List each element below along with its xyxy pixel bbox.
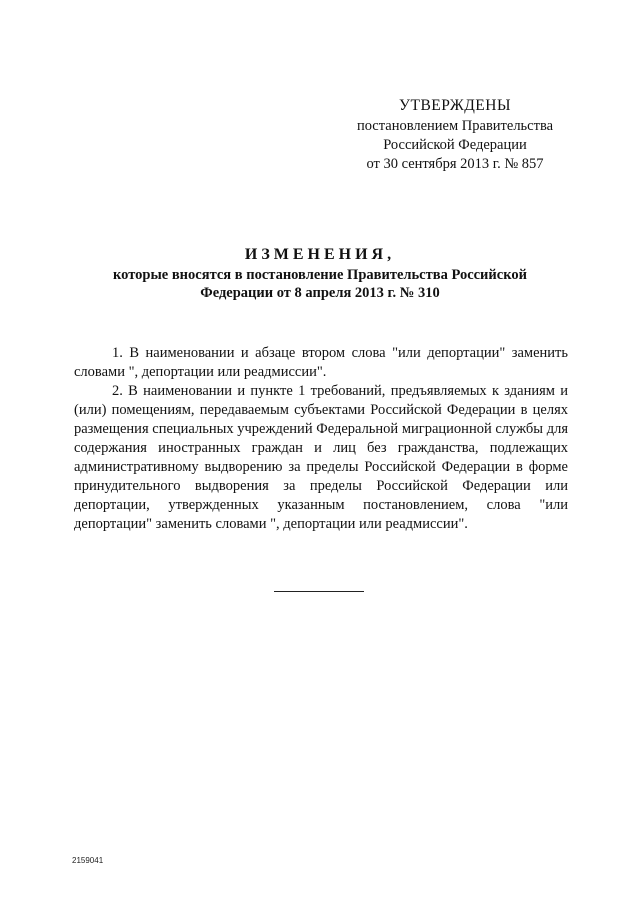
approval-line-3: от 30 сентября 2013 г. № 857: [366, 156, 544, 172]
paragraph-2: 2. В наименовании и пункте 1 требований, предъявляемых к зданиям и (или) помещениям, передаваемым субъектами Российской Федерации в целях размещения специальных учреждений Федеральной миграционной службы для содержания иностранных граждан и лиц без гражданства, подлежащих административному выдворению за пределы Российской Федерации в форме принудительного выдворения за пределы Российской Федерации или депортации, утвержденных указанным постановлением, слова "или депортации" заменить словами ", депортации или реадмиссии".: [74, 383, 568, 532]
document-body: [74, 344, 568, 534]
closing-divider: [274, 591, 364, 592]
approval-line-1: постановлением Правительства: [356, 118, 554, 134]
approval-heading: УТВЕРЖДЕНЫ: [399, 97, 511, 114]
paragraph-1: 1. В наименовании и абзаце втором слова "или депортации" заменить словами ", депортации или реадмиссии".: [74, 345, 568, 380]
approval-stamp: [340, 96, 570, 174]
document-number: 2159041: [72, 856, 104, 865]
title-main: ИЗМЕНЕНИЯ,: [244, 246, 396, 263]
title-subtitle-line-2: Федерации от 8 апреля 2013 г. № 310: [200, 285, 440, 301]
document-title: [60, 246, 580, 303]
title-subtitle-line-1: которые вносятся в постановление Правительства Российской: [113, 266, 527, 283]
approval-line-2: Российской Федерации: [383, 137, 527, 153]
